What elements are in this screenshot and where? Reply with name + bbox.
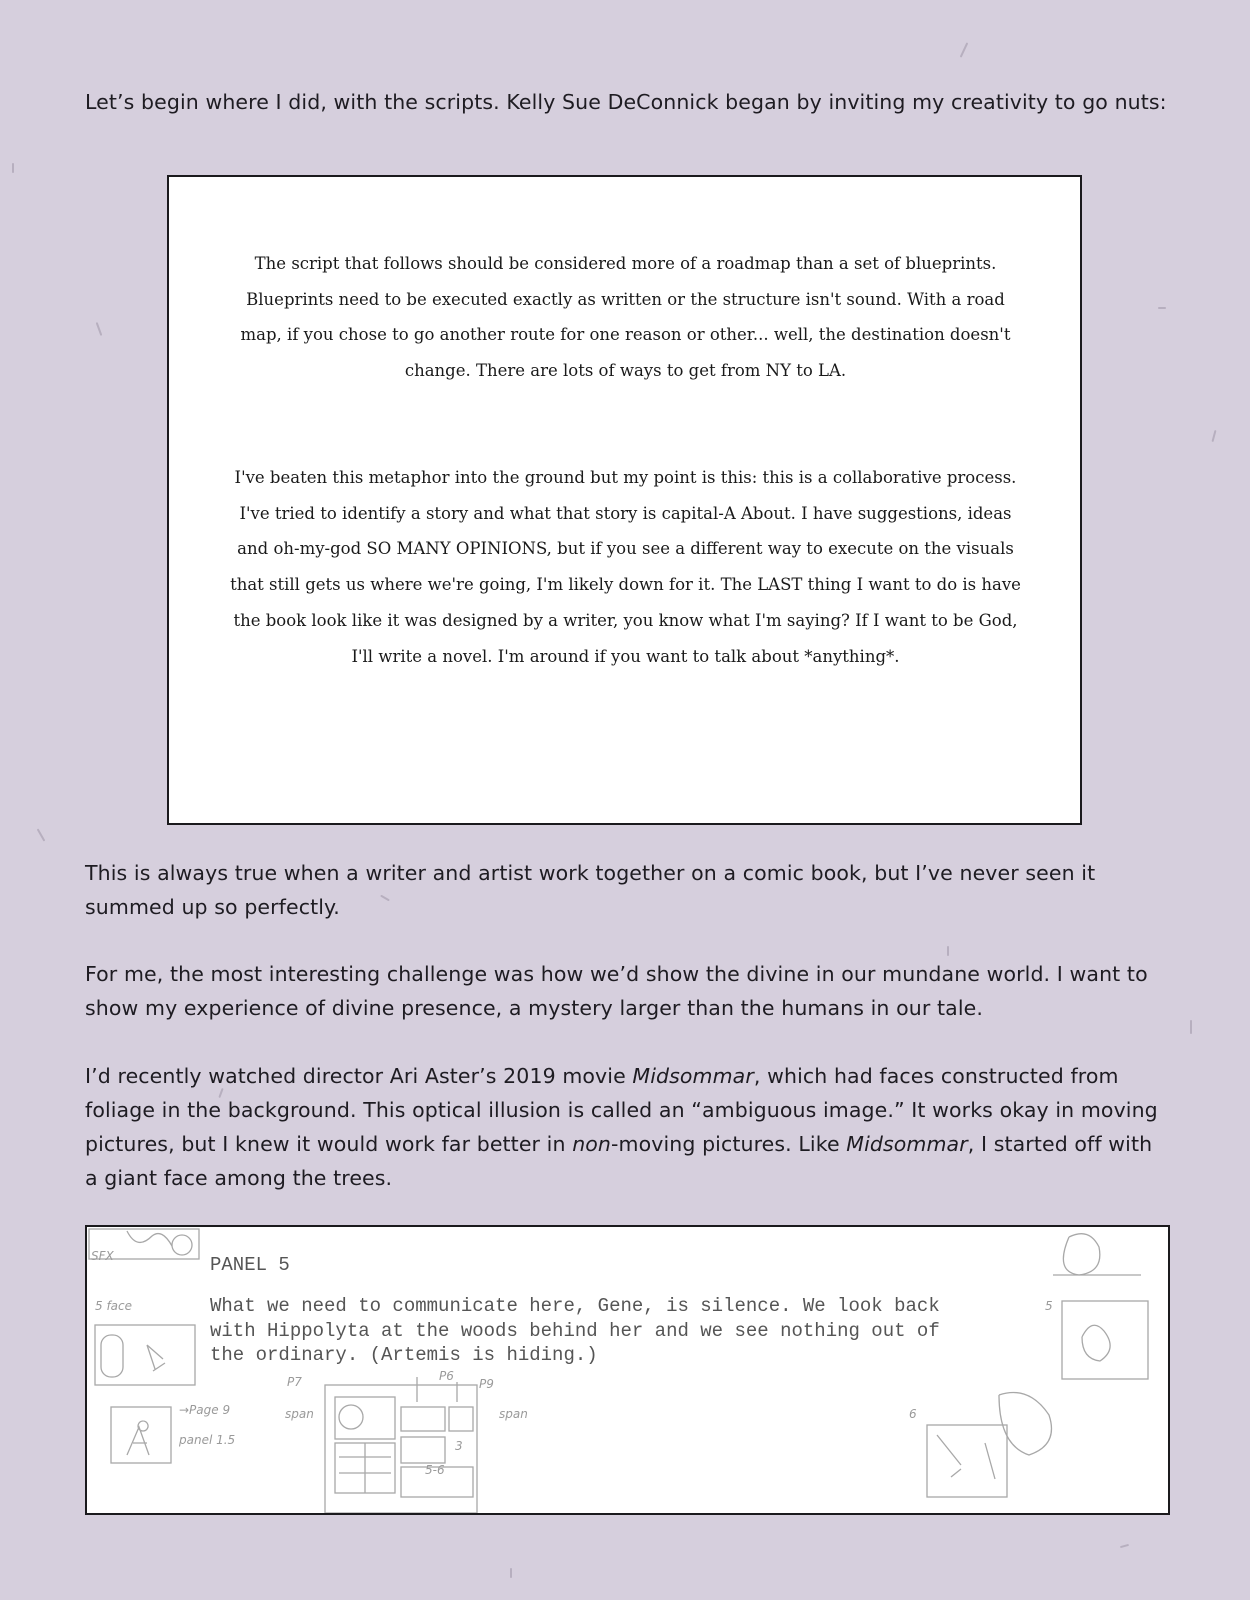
sketch-figure xyxy=(1063,1234,1099,1275)
note-sfx: SFX xyxy=(91,1249,114,1263)
movie-title-2: Midsommar xyxy=(846,1132,968,1156)
p3-text-2: , which had faces constructed from foliage in the background. This optical illusion is called an “ambiguous image.” It works okay in moving pictures, but I knew it would work far better in xyxy=(85,1064,1158,1156)
note-page9: →Page 9 xyxy=(179,1403,231,1417)
note-p7: P7 xyxy=(287,1375,302,1389)
note-span-left: span xyxy=(285,1407,314,1421)
note-p6: P6 xyxy=(439,1369,454,1383)
sketch-panel xyxy=(401,1437,445,1463)
sketch-frame xyxy=(1062,1301,1148,1379)
sketch-frame xyxy=(927,1425,1007,1497)
sketch-grid xyxy=(339,1443,391,1493)
panel-script-scan xyxy=(85,1225,1170,1515)
body-paragraph-3 xyxy=(85,1059,1167,1195)
panel-heading: PANEL 5 xyxy=(210,1254,290,1276)
emphasis-non: non xyxy=(572,1132,612,1156)
sketch-figure xyxy=(1082,1325,1110,1361)
note-5-6: 5-6 xyxy=(425,1463,445,1477)
note-3: 3 xyxy=(455,1439,463,1453)
sketch-head xyxy=(172,1235,192,1255)
intro-paragraph: Let’s begin where I did, with the scripts. Kelly Sue DeConnick began by inviting my creativity to go nuts: xyxy=(85,90,1167,114)
sketch-head xyxy=(339,1405,363,1429)
sketch-figure xyxy=(147,1345,165,1371)
note-5: 5 xyxy=(1045,1299,1053,1313)
sketch-lines xyxy=(937,1435,995,1479)
sketch-panel xyxy=(401,1407,445,1431)
sketch-door xyxy=(101,1335,123,1377)
note-span-right: span xyxy=(499,1407,528,1421)
panel-description: What we need to communicate here, Gene, is silence. We look back with Hippolyta at the woods behind her and we see nothing out of the ordinary. (Artemis is hiding.) xyxy=(210,1295,940,1366)
p3-text-4: , I started off with a giant face among the trees. xyxy=(85,1132,1153,1190)
note-panel: panel 1.5 xyxy=(179,1433,236,1447)
body-paragraph-1: This is always true when a writer and artist work together on a comic book, but I’ve never seen it summed up so perfectly. xyxy=(85,861,1096,919)
script-paragraph-1: The script that follows should be considered more of a roadmap than a set of blueprints. Blueprints need to be executed exactly as written or the structure isn't sound. With a road map, if you chose to go another route for one reason or other... well, the destination doesn't change. There are lots of ways to get from NY to LA. xyxy=(240,254,1011,381)
note-6: 6 xyxy=(909,1407,917,1421)
sketch-panel xyxy=(449,1407,473,1431)
note-face: 5 face xyxy=(95,1299,133,1313)
sketch-frame xyxy=(111,1407,171,1463)
p3-text-1: I’d recently watched director Ari Aster’s 2019 movie xyxy=(85,1064,633,1088)
script-excerpt-box xyxy=(167,175,1082,825)
p3-text-3: -moving pictures. Like xyxy=(611,1132,847,1156)
note-p9: P9 xyxy=(479,1377,494,1391)
sketch-panel xyxy=(335,1397,395,1439)
body-paragraph-2: For me, the most interesting challenge was how we’d show the divine in our mundane world. I want to show my experience of divine presence, a mystery larger than the humans in our tale. xyxy=(85,962,1148,1020)
sketch-figure xyxy=(127,1231,172,1246)
movie-title-1: Midsommar xyxy=(632,1064,754,1088)
sketch-frame xyxy=(95,1325,195,1385)
script-paragraph-2: I've beaten this metaphor into the ground but my point is this: this is a collaborative process. I've tried to identify a story and what that story is capital-A About. I have suggestions, ideas and oh-my-god SO MANY OPINIONS, but if you see a different way to execute on the visuals that still gets us where we're going, I'm likely down for it. The LAST thing I want to do is have the book look like it was designed by a writer, you know what I'm saying? If I want to be God, I'll write a novel. I'm around if you want to talk about *anything*. xyxy=(230,468,1021,666)
sketch-figure xyxy=(127,1421,149,1455)
